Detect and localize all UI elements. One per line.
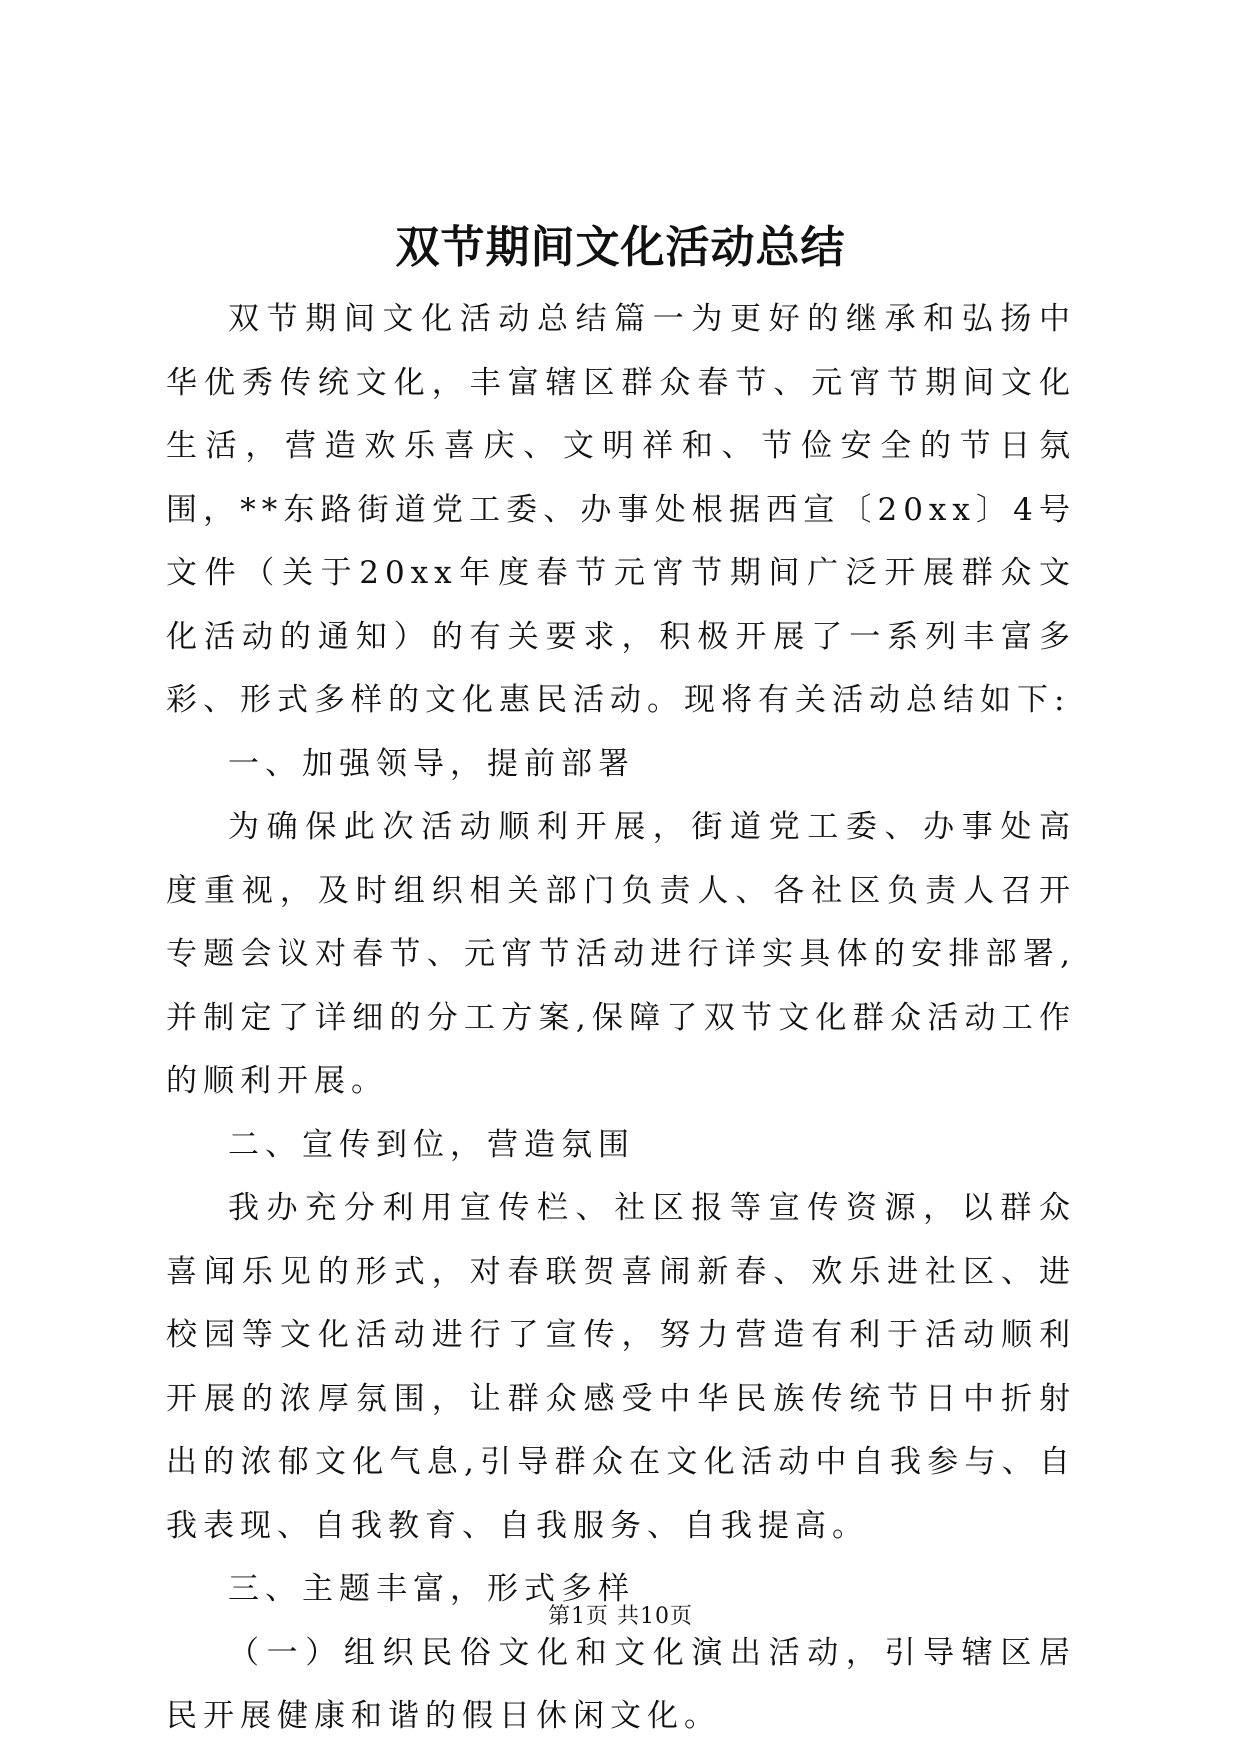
page-number-footer: 第1页 共10页: [548, 1604, 693, 1629]
section-paragraph-1: 为确保此次活动顺利开展，街道党工委、办事处高度重视，及时组织相关部门负责人、各社区负责人召开专题会议对春节、元宵节活动进行详实具体的安排部署,并制定了详细的分工方案,保障了双节文化群众活动工作的顺利开展。: [166, 809, 1076, 1099]
section-paragraph-2: 我办充分利用宣传栏、社区报等宣传资源，以群众喜闻乐见的形式，对春联贺喜闹新春、欢乐进社区、进校园等文化活动进行了宣传，努力营造有利于活动顺利开展的浓厚氛围，让群众感受中华民族传统节日中折射出的浓郁文化气息,引导群众在文化活动中自我参与、自我表现、自我教育、自我服务、自我提高。: [166, 1190, 1076, 1544]
section-heading-2: 二、宣传到位，营造氛围: [228, 1126, 635, 1163]
document-title: 双节期间文化活动总结: [395, 222, 846, 273]
subsection-paragraph-1: （一）组织民俗文化和文化演出活动，引导辖区居民开展健康和谐的假日休闲文化。: [166, 1634, 1076, 1734]
section-heading-1: 一、加强领导，提前部署: [228, 745, 635, 782]
section-heading-3: 三、主题丰富，形式多样: [228, 1571, 635, 1607]
document-body: [166, 288, 1076, 1749]
intro-paragraph: 双节期间文化活动总结篇一为更好的继承和弘扬中华优秀传统文化，丰富辖区群众春节、元宵节期间文化生活，营造欢乐喜庆、文明祥和、节俭安全的节日氛围，**东路街道党工委、办事处根据西宣〔20xx〕4号文件（关于20xx年度春节元宵节期间广泛开展群众文化活动的通知）的有关要求，积极开展了一系列丰富多彩、形式多样的文化惠民活动。现将有关活动总结如下:: [166, 301, 1076, 718]
